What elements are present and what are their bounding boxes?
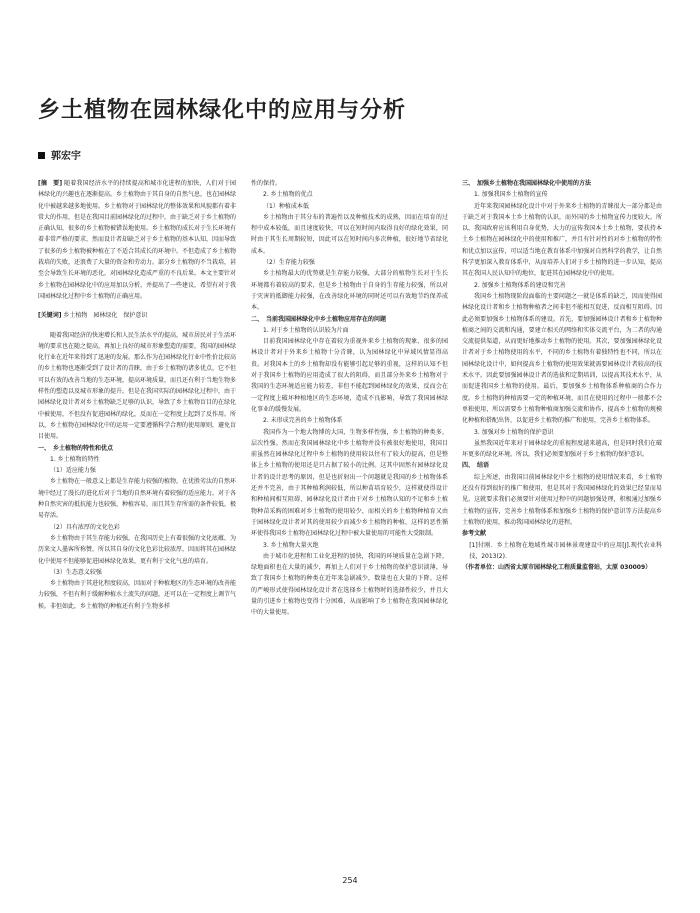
subsubsection-heading: （3）生态意义较强 (50, 568, 102, 576)
subsection-heading: 1. 加强我国乡土植物的宣传 (474, 191, 548, 199)
body-paragraph: 乡土植物由于其生存能力较强，在我国历史上有着很强的文化底蕴，为历来文人墨客所称赞，所以其自身的文化色彩比较浓厚，因而将其在园林绿化中使用不但能够促进园林绿化效果，更有利于文化气息的培育。 (38, 534, 236, 565)
keywords-text: 乡土植物 园林绿化 保护意识 (63, 312, 148, 320)
keywords-label: [关键词] (38, 312, 62, 320)
body-paragraph: 综上所述，由我国目前园林绿化中乡土植物的使用情况来看，乡土植物还没有得到很好的推广和使用，但是其对于我国园林绿化的效果已经显而易见。这就要求我们必须要针对使用过程中的问题加强处理，积极通过加强乡土植物的宣传，完善乡土植物体系和加强乡土植物的保护意识等方法提高乡土植物的使用，推动我国园林绿化的进程。 (462, 473, 662, 526)
section-heading: 二、 当前我国园林绿化中乡土植物应用存在的问题 (251, 315, 387, 323)
intro-paragraph: 随着我国经济的快速增长和人民生活水平的提高，城市居民对于生活环境的要求也在随之提高，再加上良好的城市形象塑造的需要，我国的园林绿化行业在近年来得到了迅速的发展。那么作为在园林绿化行业中性价比较高的乡土植物也逐渐受到了设计者的青睐，由于乡土植物的诸多优点，它不但可以有效的改善当地的生态环境，提高环境质量，而且还有利于当地生物多样性的塑造以及城市形象的提升。但是在我国实际的园林绿化过程中，由于园林绿化设计者对乡土植物缺乏足够的认识，导致了乡土植物盲目的在绿化中被使用，不但没有促进园林的绿化，反而在一定程度上起到了反作用。所以，乡土植物在园林绿化中的运用一定要遵循科学合理的使用原则，避免盲目使用。 (38, 331, 236, 441)
subsection-heading: 1. 对于乡土植物的认识较为片面 (263, 326, 349, 334)
section-heading: 三、 加强乡土植物在我国园林绿化中使用的方法 (462, 180, 592, 187)
body-paragraph: 性的保持。 (251, 180, 282, 187)
subsection-heading: 2. 加强乡土植物体系的建设和完善 (474, 281, 566, 289)
subsection-heading: 1. 乡土植物的特性 (50, 455, 100, 463)
column-1 (38, 178, 236, 872)
body-paragraph: 乡土植物最大的优势就是生存能力较强，大部分的植物生长对于生长环境都有着较高的要求，但是乡土植物由于自身的生存能力较强，所以对于灾害的抵御能力较强，在改善绿化环境的同时还可以有效地节约保养成本。 (251, 270, 448, 312)
subsection-heading: 2. 乡土植物的优点 (263, 191, 313, 199)
reference-item: [1]付刚．乡土植物在地域性城市园林景观建设中的应用[J].现代农业科技，2013(2). (469, 541, 662, 560)
references-heading: 参考文献 (462, 530, 487, 538)
abstract-text: 随着我国经济水平的持续提高和城市化进程的加快，人们对于园林绿化的兴趣也在逐渐提高。乡土植物由于其自身的自然气息，也在园林绿化中被越来越多地使用。乡土植物对于园林绿化的整体效果和风貌都有着非常大的作用，但是在我国目前园林绿化的过程中，由于缺乏对于乡土植物的正确认知，很多的乡土植物被错误地使用。乡土植物的成长对于生长环境有着非常严格的要求，然而设计者却缺乏对于乡土植物的基本认知，因而导致了很多的乡土植物被种植在了不适合其成长的环境中。不但造成了乡土植物栽培的失败，还浪费了大量的资金和劳动力。部分乡土植物的不当栽培，甚至会导致生长环境的恶化，对园林绿化造成严重的不良后果。本文主要针对乡土植物在园林绿化中的应用加以分析，并提出了一些建议，希望有对于我国园林绿化过程中乡土植物的正确应用。 (38, 180, 236, 300)
column-2 (251, 178, 448, 872)
author-name: 郭宏宇 (51, 151, 81, 162)
body-paragraph: 目前我国园林绿化中存在着较为重视外来乡土植物的现象，很多的园林设计者对于外来乡土植物十分青睐，认为园林绿化中异域风情显得高贵。对我国本土的乡土植物却没有能够引起足够的重视，这样的认知不但对于我国乡土植物的应用造成了很大的阻碍，而且部分外来乡土植物对于我国的生态环境适应能力较差，非但不能起到园林绿化的效果，反而会在一定程度上破坏种植地区的生态环境，造成不良影响，导致了我国园林绿化事业的缓慢发展。 (251, 338, 448, 413)
body-paragraph: 虽然我国近年来对于园林绿化的重视程度越来越高，但是同时我们在破坏更多的绿化环境。所以，我们必须要加强对于乡土植物的保护意识。 (462, 439, 662, 459)
column-3 (462, 178, 662, 872)
section-heading: 四、 结语 (462, 462, 490, 470)
subsection-heading: 3. 加强对乡土植物的保护意识 (474, 428, 554, 436)
page-number: 254 (342, 876, 358, 885)
square-bullet-icon (38, 152, 45, 159)
author-line (38, 147, 81, 162)
body-paragraph: 近年来我国园林绿化设计中对于外来乡土植物的青睐很大一部分都是由于缺乏对于我国本土乡土植物的认识，而外国的乡土植物宣传力度较大。所以，我国政府应该利用自身优势，大力的宣传我国本土乡土植物，要扶持本土乡土植物在园林绿化中的使用和推广，并且有针对性的对乡土植物的特性和优点加以宣传，可以适当地在教育体系中加强对自然科学的教学，让自然科学更加深入教育体系中，从而培养人们对于乡土植物的进一步认知，提高其在我国人民认知中的地位，促进其在园林绿化中的使用。 (462, 202, 662, 278)
page-title: 乡土植物在园林绿化中的应用与分析 (38, 98, 407, 123)
body-paragraph: 由于城市化进程和工业化进程的加快，我国的环境质量在急剧下降，绿地面积也在大量的减少，再加上人们对于乡土植物的保护意识淡薄，导致了我国乡土植物的种类在近年来急剧减少，数量也在大量的下降。这样的严峻形式使得园林绿化设计者在选择乡土植物时的选择性较少，并且大量的引进乡土植物也变得十分困难，从而影响了乡土植物在我国园林绿化中的大量使用。 (251, 552, 448, 617)
keywords (38, 310, 236, 321)
body-paragraph: 乡土植物由于其分布的普遍性以及种植技术的成熟，因而在培育的过程中成本较低，而且速度较快，可以在短时间内取得良好的绿化效果，同时由于其生长周期较短，因此可以在短时间内多次种植，很好地节省绿化成本。 (251, 213, 448, 255)
subsubsection-heading: （1）适应能力强 (50, 467, 96, 475)
abstract-label: [摘 要] (38, 180, 63, 187)
subsection-heading: 2. 未形成完善的乡土植物体系 (263, 417, 343, 425)
body-paragraph: 乡土植物由于其进化程度较高，因而对于种植地区的生态环境的改善能力较强，不但有利于缓解种植水土流失的问题，还可以在一定程度上调节气候。非但如此，乡土植物的种植还有利于生物多样 (38, 580, 236, 610)
subsubsection-heading: （2）具有浓厚的文化色彩 (50, 523, 120, 531)
subsubsection-heading: （2）生存能力较强 (263, 259, 315, 267)
subsubsection-heading: （1）种植成本低 (263, 202, 309, 210)
abstract (38, 178, 236, 302)
body-paragraph: 我国乡土植物现阶段面临的主要问题之一就是体系的缺乏，因而使得园林绿化设计者和乡土植物种植者之间非但不能相互促进，反而相互阻碍。因此必须要加强乡土植物体系的建设。首先，要加强园林设计者和乡土植物种植商之间的交流和沟通，要建立相关的网络和实体交流平台，为二者的沟通交流提供渠道，从而更好地推动乡土植物的使用。其次，要加强园林绿化设计者对于乡土植物使用的水平，不同的乡土植物有着独特性也不同，所以在园林绿化设计中，如何提高乡土植物的使用效果就需要园林设计者较高的技术水平。因此要加强园林设计者的选拔和定期培训，以提高其技术水平，从而促进我国乡土植物的使用。最后，要加强乡土植物体系种植商的合作力度。乡土植物的种植需要一定的种植环境，而且在使用的过程中一般都不会单独使用，所以需要乡土植物种植商加强交流和协作，提高乡土植物的规模化种植和搭配出售，以促进乡土植物的推广和使用，完善乡土植物体系。 (462, 292, 662, 425)
body-paragraph: 我国作为一个地大物博的大国，生物多样性强，乡土植物的种类多，层次性强。然而在我国园林绿化中乡土植物并没有被很好地使用，我国目前虽然在园林绿化过程中乡土植物的使用较以往有了较大的提高，但是整体上乡土植物的使用还是只占据了较小的比例。这其中固然有园林绿化设计者的设计思考的原因，但是也折射出一个问题就是我国的乡土植物体系还并不完善，由于其种植利润较低，所以种苗培育较少，这样就使得设计和种植间相互阻碍，园林绿化设计者由于对乡土植物认知的不足和乡土植物种苗采购的困难对乡土植物的使用较少，而相关的乡土植物种植育又由于园林绿化设计者对其的使用较少而减少乡土植物的种植，这样的恶性循环使得我国乡土植物在园林绿化过程中被大量使用的可能性大受限制。 (251, 428, 448, 538)
body-paragraph: 乡土植物在一般意义上都是生存能力较强的植物，在优胜劣汰的自然环境中经过了漫长的进化后对于当地的自然环境有着较强的适应能力。对于各种自然灾害的抵抗能力也较强，种植容易，而且其生存所需的条件较低，极易存活。 (38, 478, 236, 520)
section-heading: 一、 乡土植物的特性和优点 (38, 444, 114, 452)
author-affiliation: （作者单位：山西省太原市园林绿化工程质量监督站，太原 030009） (462, 564, 652, 572)
subsection-heading: 3. 乡土植物大量灭绝 (263, 541, 319, 549)
